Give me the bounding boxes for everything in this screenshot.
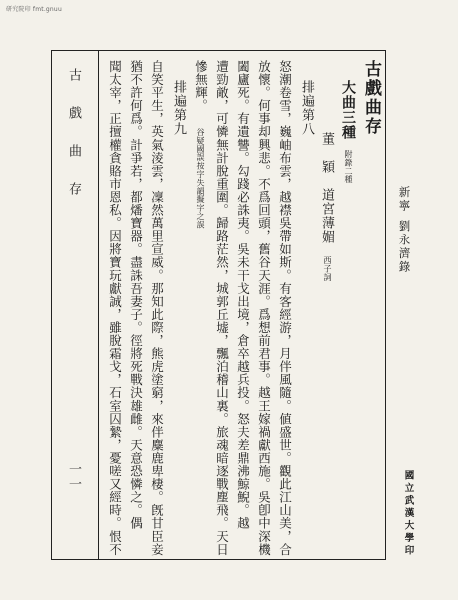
editor-compiler: 劉永濟錄 [397, 220, 412, 274]
piece-title: 董 穎 道宮薄媚 [319, 132, 334, 244]
subtitle-note: 附錄二種 [344, 150, 353, 184]
book-title: 古戲曲存 [361, 60, 381, 136]
page-number: 一一 [66, 462, 81, 492]
subtitle-main: 大曲三種 [340, 80, 356, 140]
section-heading-9: 排遍第九 [171, 80, 186, 136]
text-column: 放懷。何事却興悲。不爲回頭，舊谷天涯。爲想前君事。越王嫁禍獻西施。吳卽中深機 [256, 60, 272, 556]
text-column: 自笑平生，英氣淩雲，凜然萬里宣威。那知此際，熊虎塗窮，來伴麋鹿卑棲。旣甘臣妾 [149, 60, 165, 556]
text-column: 慘無輝。 [193, 60, 209, 113]
text-column: 怒潮卷雪，巍岫布雲，越襟吳帶如斯。有客經游，月伴風隨。値盛世。觀此江山美，合 [277, 60, 293, 556]
text-column: 猶不許何爲。計爭若，都燔寶器。盡誅吾妻子。徑將死戰決雄雌。天意恐憐之。偶 [128, 60, 144, 530]
piece-note: 西子詞 [323, 256, 332, 282]
editor-publisher: 新寧 [397, 186, 412, 213]
top-watermark-note: 研究院印 fmt.gnuu [6, 6, 62, 13]
text-column: 聞太宰，正擅權貪賂市恩私。因將寶玩獻誠，雖脫霜戈，石室囚縶，憂嗟又經時。恨不 [107, 60, 123, 556]
section-heading-8: 排遍第八 [299, 80, 314, 136]
errata-note: 谷疑國誤按字失韻擬字之誤 [196, 128, 205, 229]
text-column: 闔廬死。有遺讐。勾踐必誅夷。吳未干戈出境，倉卒越兵投。怒夫差鼎沸鯨鯢。越 [235, 60, 251, 530]
text-column: 遭勁敵，可憐無計脫重圍。歸路茫然，城郭丘墟，飄泊稽山裏。旅魂暗逐戰塵飛。天日 [214, 60, 230, 556]
margin-divider-line [98, 51, 99, 559]
running-title: 古 戲 曲 存 [66, 68, 81, 201]
library-stamp-label: 國立武漢大學印 [402, 470, 414, 558]
